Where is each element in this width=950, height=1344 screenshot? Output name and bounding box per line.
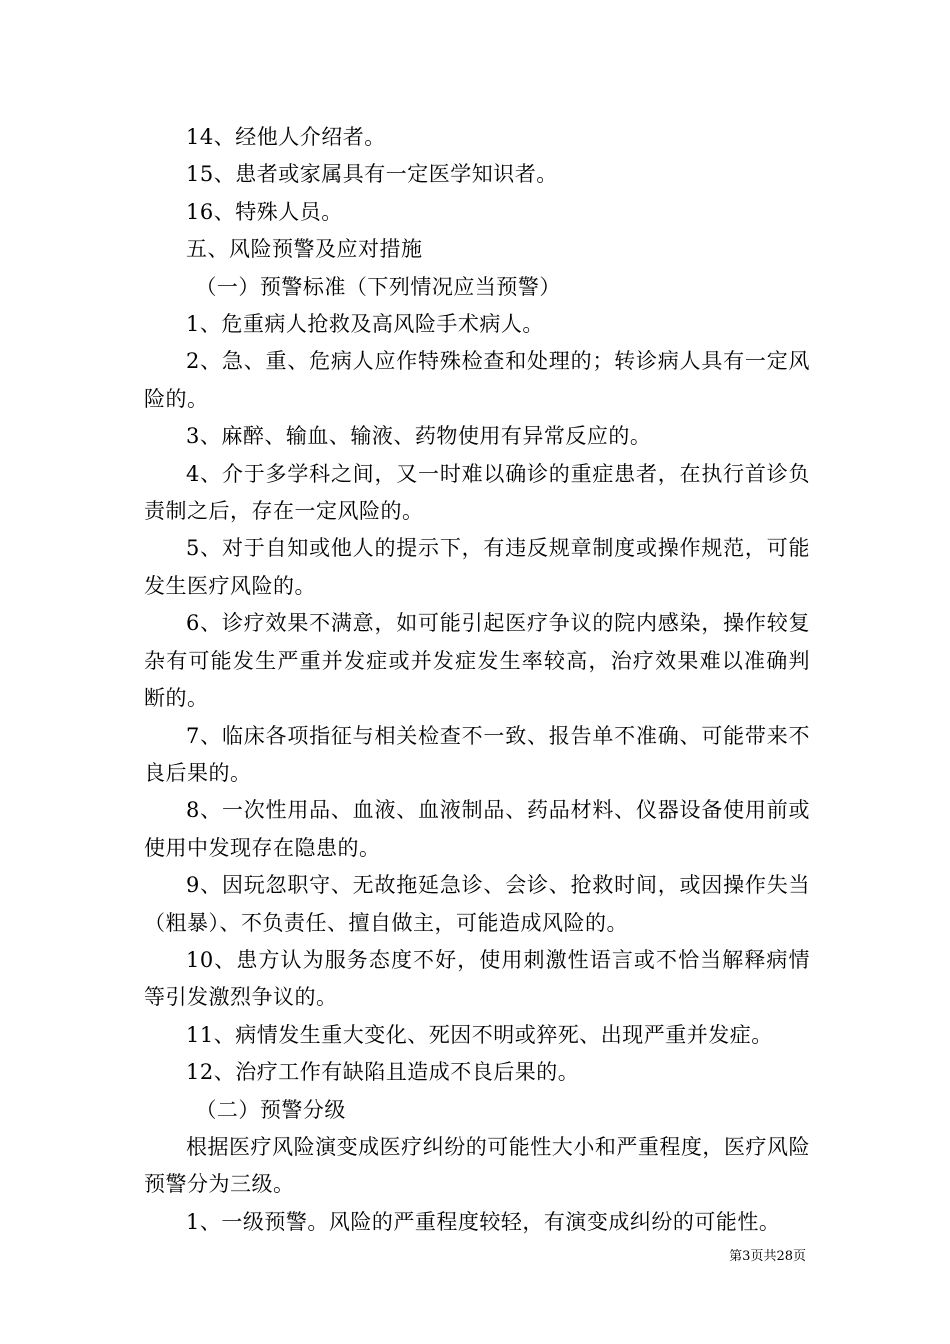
paragraph: 10、患方认为服务态度不好，使用刺激性语言或不恰当解释病情等引发激烈争议的。 — [144, 947, 810, 1010]
paragraph: 1、一级预警。风险的严重程度较轻，有演变成纠纷的可能性。 — [186, 1209, 781, 1234]
page-number: 第3页共28页 — [729, 1249, 806, 1264]
paragraph: （二）预警分级 — [195, 1097, 346, 1122]
paragraph: 14、经他人介绍者。 — [186, 125, 386, 149]
paragraph: 12、治疗工作有缺陷且造成不良后果的。 — [186, 1060, 580, 1085]
paragraph: 3、麻醉、输血、输液、药物使用有异常反应的。 — [186, 424, 652, 449]
paragraph: 16、特殊人员。 — [186, 199, 343, 224]
paragraph: （一）预警标准（下列情况应当预警） — [195, 274, 561, 299]
paragraph: 4、介于多学科之间，又一时难以确诊的重症患者，在执行首诊负责制之后，存在一定风险的。 — [144, 461, 810, 524]
paragraph: 五、风险预警及应对措施 — [186, 237, 423, 262]
paragraph: 8、一次性用品、血液、血液制品、药品材料、仪器设备使用前或使用中发现存在隐患的。 — [144, 798, 810, 860]
paragraph: 2、急、重、危病人应作特殊检查和处理的；转诊病人具有一定风险的。 — [144, 349, 810, 411]
paragraph: 7、临床各项指征与相关检查不一致、报告单不准确、可能带来不良后果的。 — [144, 723, 810, 785]
paragraph: 15、患者或家属具有一定医学知识者。 — [186, 162, 558, 187]
paragraph: 5、对于自知或他人的提示下，有违反规章制度或操作规范，可能发生医疗风险的。 — [144, 536, 810, 598]
paragraph: 根据医疗风险演变成医疗纠纷的可能性大小和严重程度，医疗风险预警分为三级。 — [144, 1134, 810, 1197]
paragraph: 6、诊疗效果不满意，如可能引起医疗争议的院内感染，操作较复杂有可能发生严重并发症或并发症发生率较高，治疗效果难以准确判断的。 — [144, 611, 810, 711]
document-body — [144, 119, 810, 1241]
paragraph: 11、病情发生重大变化、死因不明或猝死、出现严重并发症。 — [186, 1022, 773, 1047]
paragraph: 1、危重病人抢救及高风险手术病人。 — [186, 312, 544, 337]
paragraph: 9、因玩忽职守、无故拖延急诊、会诊、抢救时间，或因操作失当（粗暴）、不负责任、擅自做主，可能造成风险的。 — [144, 873, 810, 935]
